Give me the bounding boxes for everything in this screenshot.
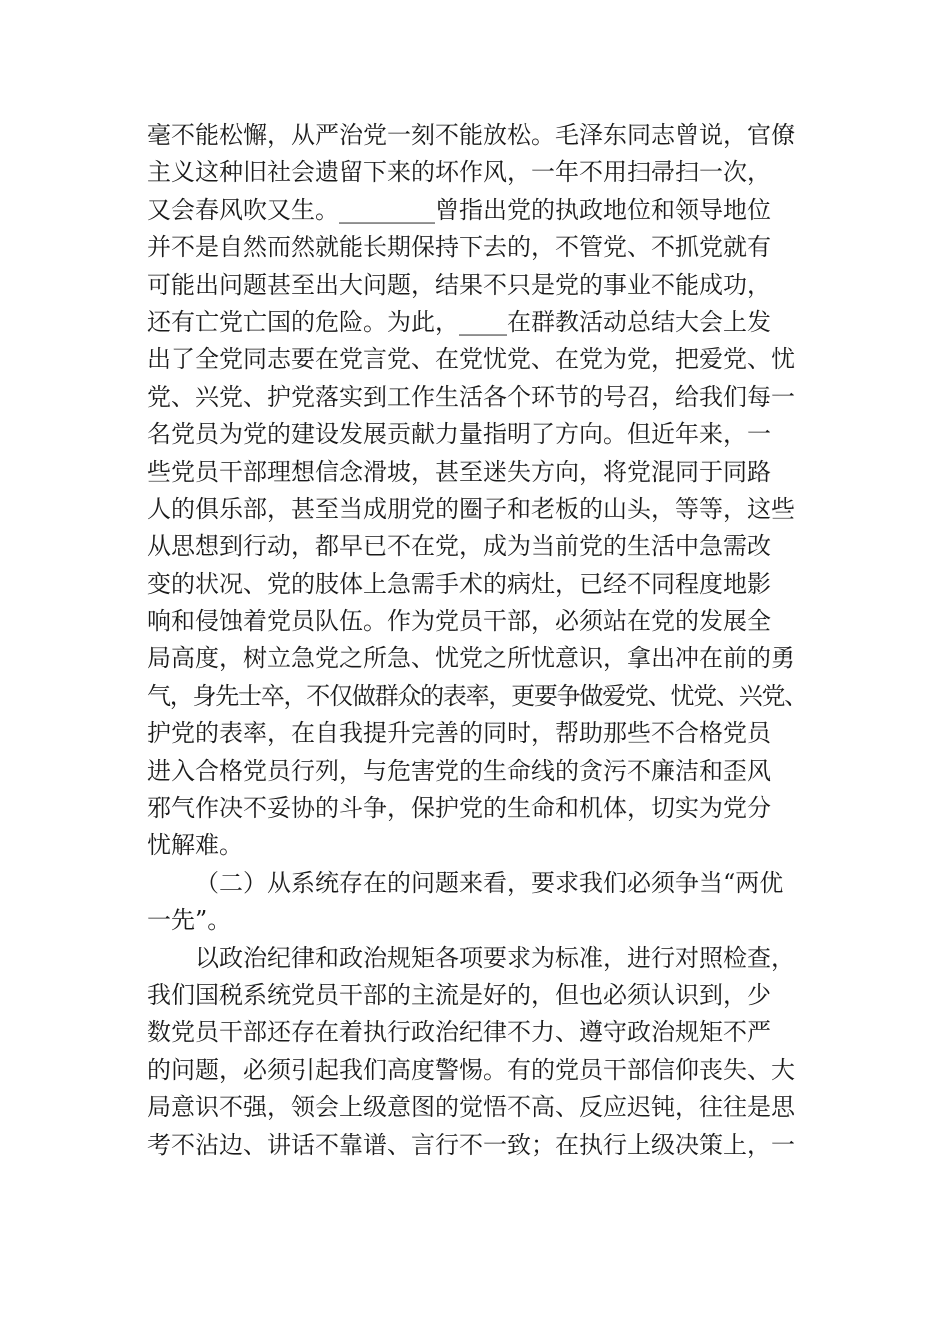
text-line: 又会春风吹又生。________曾指出党的执政地位和领导地位 — [147, 195, 771, 224]
text-line: 的问题，必须引起我们高度警惕。有的党员干部信仰丧失、大 — [147, 1055, 795, 1084]
text-line: 主义这种旧社会遗留下来的坏作风，一年不用扫帚扫一次， — [147, 158, 771, 187]
body-text — [147, 117, 807, 1164]
text-line: 名党员为党的建设发展贡献力量指明了方向。但近年来，一 — [147, 420, 771, 449]
text-line: 人的俱乐部，甚至当成朋党的圈子和老板的山头，等等，这些 — [147, 494, 795, 523]
text-line: （二）从系统存在的问题来看，要求我们必须争当“两优 — [195, 868, 784, 897]
text-line: 局高度，树立急党之所急、忧党之所忧意识，拿出冲在前的勇 — [147, 644, 795, 673]
text-line: 出了全党同志要在党言党、在党忧党、在党为党，把爱党、忧 — [147, 345, 795, 374]
text-line: 数党员干部还存在着执行政治纪律不力、遵守政治规矩不严 — [147, 1018, 771, 1047]
text-line: 护党的表率，在自我提升完善的同时，帮助那些不合格党员 — [147, 719, 771, 748]
text-line: 邪气作决不妥协的斗争，保护党的生命和机体，切实为党分 — [147, 794, 771, 823]
text-line: 以政治纪律和政治规矩各项要求为标准，进行对照检查， — [195, 943, 795, 972]
text-line: 响和侵蚀着党员队伍。作为党员干部，必须站在党的发展全 — [147, 607, 771, 636]
text-line: 局意识不强，领会上级意图的觉悟不高、反应迟钝，往往是思 — [147, 1093, 795, 1122]
text-line: 还有亡党亡国的危险。为此，____在群教活动总结大会上发 — [147, 307, 771, 336]
text-line: 变的状况、党的肢体上急需手术的病灶，已经不同程度地影 — [147, 569, 771, 598]
text-line: 毫不能松懈，从严治党一刻不能放松。毛泽东同志曾说，官僚 — [147, 121, 795, 149]
text-line: 考不沾边、讲话不靠谱、言行不一致；在执行上级决策上，一 — [147, 1130, 795, 1159]
text-line: 从思想到行动，都早已不在党，成为当前党的生活中急需改 — [147, 532, 771, 561]
text-line: 我们国税系统党员干部的主流是好的，但也必须认识到，少 — [147, 980, 771, 1009]
text-line: 进入合格党员行列，与危害党的生命线的贪污不廉洁和歪风 — [147, 756, 771, 785]
text-line: 一先”。 — [147, 906, 232, 935]
text-line: 并不是自然而然就能长期保持下去的，不管党、不抓党就有 — [147, 233, 771, 262]
text-line: 党、兴党、护党落实到工作生活各个环节的号召，给我们每一 — [147, 382, 795, 411]
text-line: 忧解难。 — [147, 831, 243, 860]
text-line: 气，身先士卒，不仅做群众的表率，更要争做爱党、忧党、兴党、 — [147, 681, 807, 710]
text-line: 些党员干部理想信念滑坡，甚至迷失方向，将党混同于同路 — [147, 457, 771, 486]
text-line: 可能出问题甚至出大问题，结果不只是党的事业不能成功， — [147, 270, 771, 299]
